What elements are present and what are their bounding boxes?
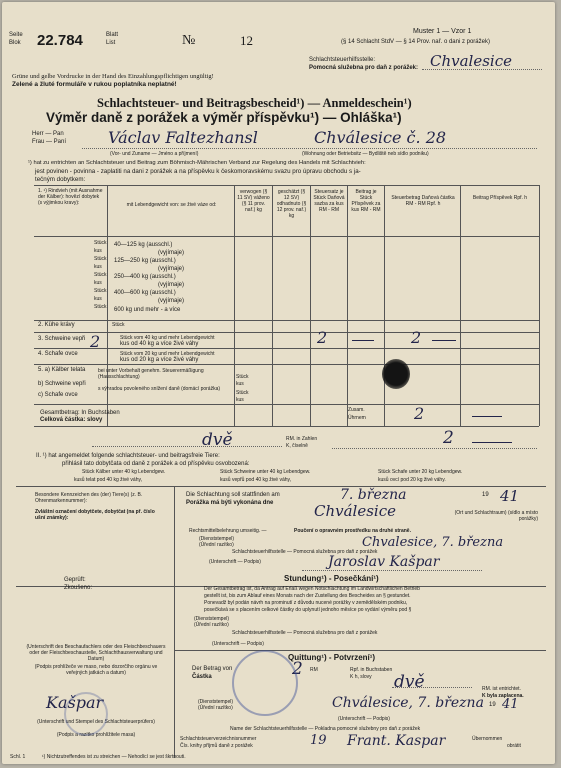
schaf-cz: kusů ovcí pod 20 kg živé váhy. <box>378 477 446 483</box>
amount-handwritten: 2 <box>292 659 303 679</box>
date-label-cz: Porážka má býti vykonána dne <box>186 500 274 506</box>
tax-rate-handwritten: 2 <box>317 328 328 347</box>
inspector-signature-handwritten: Kašpar <box>46 693 104 712</box>
table-bottom-rule <box>34 426 539 427</box>
table-col-rule <box>234 185 235 426</box>
weight-row: (vyjímaje) <box>158 250 185 256</box>
stuck-label: Stück <box>94 288 107 294</box>
stuck-label: Stück <box>94 256 107 262</box>
stundung-sign-caption: (Unterschrift — Podpis) <box>212 641 264 647</box>
kalb-cz: kusů telat pod 40 kg živé váhy, <box>74 477 143 483</box>
number-sign: № <box>182 33 196 48</box>
weight-row: 125—250 kg (ausschl.) <box>114 258 176 264</box>
frau-label: Frau — Paní <box>32 139 67 145</box>
title-cz: Výměr daně z porážek a výměr příspěvku¹) — Ohláška¹) <box>46 110 402 125</box>
form-number: 12 <box>240 33 253 48</box>
zusam-label: Zusam. <box>348 407 365 413</box>
col-steuer-header: Steuersatz je Stück Daňová sazba za kus RM - RM <box>313 189 345 213</box>
verzeichnis-number-handwritten: 19 <box>310 733 327 748</box>
celkova-label: Celková částka: slovy <box>40 417 103 423</box>
list-label: List <box>106 40 116 46</box>
sign-place-handwritten: Chvalesice, 7. března <box>362 535 504 550</box>
stuck-label: Stück <box>236 374 249 380</box>
kus-label: kus <box>94 296 102 302</box>
title-de: Schlachtsteuer- und Beitragsbescheid¹) — Anmeldeschein¹) <box>97 96 412 110</box>
office-underline <box>422 69 542 70</box>
section2-head-de: II. ¹) hat angemeldet folgende schlachtsteuer- und beitragsfreie Tiere: <box>36 453 220 459</box>
dash-mark <box>432 340 456 341</box>
row-calves: 5. a) Kälber telata <box>38 367 86 373</box>
ubernommen-label: Übernommen <box>472 736 503 742</box>
table-col-rule <box>460 185 461 426</box>
table-row-rule <box>34 364 539 365</box>
table-col-rule <box>310 185 311 426</box>
residence-handwritten: Chválesice č. 28 <box>314 128 447 147</box>
quittung-title: Quittung¹) - Potvrzení¹) <box>288 653 376 662</box>
weight-row: (vyjímaje) <box>158 282 185 288</box>
office-name-handwritten: Chvalesice <box>430 52 513 70</box>
gesamt-label: Gesamtbetrag: In Buchstaben <box>40 410 120 416</box>
stundung-text-2: gestellt ist, bis zum Ablauf eines Monats nach der Zustellung des Bescheides an § gestundet. <box>204 593 411 599</box>
dash-mark <box>472 442 512 443</box>
k-ciselne: K, číselně <box>286 443 308 449</box>
office-label-de: Schlachtsteuerhilfsstelle: <box>309 57 376 63</box>
section-rule <box>16 486 546 487</box>
schwein-cz: kusů vepřů pod 40 kg živé váhy, <box>220 477 292 483</box>
receiver-signature-handwritten: Frant. Kaspar <box>347 733 446 749</box>
rpf-label: Rpf. in Buchstaben <box>350 667 393 673</box>
section-rule <box>174 650 546 651</box>
instruction-de: Grüne und gelbe Vordrucke in der Hand des Einzahlungspflichtigen ungültig! <box>12 73 214 80</box>
row-pigs-b: b) Schweine vepři <box>38 381 86 387</box>
kus-label: kus <box>94 280 102 286</box>
ink-blot <box>382 359 410 389</box>
receipt-place-date-handwritten: Chválesice, 7. března <box>332 695 484 711</box>
table-col-rule <box>272 185 273 426</box>
verzeichnis-de: Schlachtsteuerverzeichnisnummer <box>180 736 257 742</box>
stundung-office-line: Schlachtsteuerhilfsstelle — Pomocná služebna pro daň z porážek <box>232 630 378 636</box>
k-slovy-label: K h, slovy <box>350 674 372 680</box>
zkouseno-label: Zkoušeno: <box>64 585 93 591</box>
weight-row: (vyjímaje) <box>158 298 185 304</box>
total-tax-handwritten: 2 <box>414 404 425 423</box>
intro-line-2: jest povinen - povinna - zaplatiti na dani z porážek a na příspěvku k českomoravskému svazu pro úpravu obchodu s ja- <box>35 168 361 175</box>
col-verwogen-header: verwogen (§ 11 SV) váženo (§ 11 prov. nař.) kg <box>237 189 270 213</box>
kus-label: kus <box>94 264 102 270</box>
weight-row: 40—125 kg (ausschl.) <box>114 242 173 248</box>
entrichtet-de: RM. ist entrichtet. <box>482 686 521 692</box>
weight-row: 250—400 kg (ausschl.) <box>114 274 176 280</box>
weight-row: (vyjímaje) <box>158 266 185 272</box>
table-col-rule <box>539 185 540 426</box>
office-label-cz: Pomocná služebna pro daň z porážek: <box>309 65 419 71</box>
total-words-underline <box>92 446 282 447</box>
dash-mark <box>352 340 374 341</box>
herr-label: Herr — Pan <box>32 131 64 137</box>
left-caption-4: (Podpis a razítko prohlížitele masa) <box>56 732 136 738</box>
left-caption-3: (Unterschrift und Stempel des Schlachtsteuerprüfers) <box>37 719 155 725</box>
date-label-de: Die Schlachtung soll stattfinden am <box>186 492 280 498</box>
stuck-label: Stück <box>94 304 107 310</box>
rechtsmittel-de: Rechtsmittelbelehrung umseitig. — <box>189 528 267 534</box>
receipt-year-handwritten: 41 <box>502 697 519 712</box>
sign-caption: (Unterschrift — Podpis) <box>209 559 261 565</box>
quittung-stamp-caption: (Dienststempel) (Úřední razítko) <box>198 699 234 711</box>
official-stamp <box>64 692 108 736</box>
row5-text-de: bei unter Vorbehalt genehm. Steuerermäßigung (Hausschlachtung) <box>98 368 204 380</box>
left-caption-1: (Unterschrift des Beschaufachlers oder des Fleischbeschauers oder der Fleischbeschaustelle, Schlachthausverwaltung und Datum) <box>26 644 166 662</box>
row-sheep-text-cz: kus od 20 kg a více živé váhy <box>120 357 199 363</box>
stundung-text-1: Der Gesamtbetrag ist, da Antrag auf Erlaß wegen Notschlachtung im Landwirtschaftlichen Betrieb <box>204 586 420 592</box>
total-words-handwritten: dvě <box>202 430 233 450</box>
obratit-label: obrátit <box>507 743 521 749</box>
entrichtet-cz: K byla zaplacena. <box>482 693 524 699</box>
row-sheep: 4. Schafe ovce <box>38 351 78 357</box>
total-num-handwritten: 2 <box>443 428 454 448</box>
schwein-de: Stück Schweine unter 40 kg Lebendgew. <box>220 469 311 475</box>
verzeichnis-cz: Čís. knihy příjmů daně z porážek <box>180 743 253 749</box>
signature-underline <box>302 570 482 571</box>
stuck-label: Stück <box>94 272 107 278</box>
weight-row: 400—600 kg (ausschl.) <box>114 290 176 296</box>
person-underline <box>82 148 537 149</box>
total-num-underline <box>332 448 537 449</box>
table-col-rule <box>384 185 385 426</box>
office-name-line: Name der Schlachtsteuerhilfsstelle — Pokladna pomocné služebny pro daň z porážek <box>230 726 421 732</box>
weight-row: 600 kg und mehr - a více <box>114 307 181 313</box>
date-handwritten: 7. března <box>340 487 407 503</box>
stundung-title: Stundung¹) - Posečkání¹) <box>284 574 379 583</box>
stamp-caption: (Dienststempel) (Úřední razítko) <box>199 536 235 548</box>
rm-in-zahlen: RM. in Zahlen <box>286 436 318 442</box>
col-geschaetzt-header: geschätzt (§ 12 SV) odhadnuto (§ 12 prov. nař.) kg <box>276 189 307 219</box>
table-top-rule <box>34 185 539 186</box>
serial-number: 22.784 <box>37 32 83 49</box>
kus-label: kus <box>236 381 244 387</box>
blatt-label: Blatt <box>106 32 119 38</box>
signature-handwritten: Jaroslav Kašpar <box>328 554 440 570</box>
row-sheep-text-de: Stück vom 20 kg und mehr Lebendgewicht <box>120 351 215 357</box>
schaf-de: Stück Schafe unter 20 kg Lebendgew. <box>378 469 463 475</box>
table-header-rule <box>34 236 539 237</box>
row5-text-cz: s výhradou povoleného snížení daně (domácí porážka) <box>98 386 221 392</box>
stuck-label: Stück <box>94 240 107 246</box>
place-handwritten: Chválesice <box>314 502 397 520</box>
rm-label: RM <box>310 667 318 673</box>
footer-form-code: Schl. 1 <box>10 754 26 760</box>
law-reference: (§ 14 Schlacht StdV — § 14 Prov. nař. o dani z porážek) <box>341 39 490 45</box>
rechtsmittel-cz: Poučení o opravném prostředku na druhé straně. <box>294 528 411 534</box>
gepruft-label: Geprüft: <box>64 577 86 583</box>
column-divider <box>174 586 175 758</box>
row-pigs-text-cz: kus od 40 kg a více živé váhy <box>120 341 199 347</box>
stundung-text-3: Ponevadž byl podán návrh na prominutí z důvodu nucené porážky v zemědělském podniku, <box>204 600 408 606</box>
footer-note: ¹) Nichtzutreffendes ist zu streichen — Nehodící se jest škrtnouti. <box>42 754 186 760</box>
name-caption: (Vor- und Zuname — Jméno a příjmení) <box>110 151 199 157</box>
col-beitrag2-header: Beitrag Příspěvek Rpf. h <box>472 195 528 201</box>
dash-mark <box>472 416 502 417</box>
table-row-rule <box>34 404 539 405</box>
stundung-text-4: posečkává se s placením celkové částky do uplynutí jednoho měsíce po vydání výměru pod § <box>204 607 412 613</box>
taxpayer-name-handwritten: Václav Faltezhansl <box>108 128 258 147</box>
col-beitrag-header: Beitrag je Stück Příspěvek za kus RM - RM <box>351 189 381 213</box>
intro-line-1: ¹) hat zu entrichten an Schlachtsteuer und Beitrag zum Böhmisch-Mährischen Verband zur Regelung des Handels mit Schlachtvieh: <box>28 160 366 166</box>
left-caption-2: (Podpis prohlížeče ve maso, nebo dozorčího orgánu ve veřejných jatkách a datum) <box>34 664 158 676</box>
col-steuerbetrag-header: Steuerbetrag Daňová částka RM - RM Rpf. h <box>391 195 455 207</box>
row-sheep-c: c) Schafe ovce <box>38 392 78 398</box>
kus-label: kus <box>236 397 244 403</box>
stundung-stamp-caption: (Dienststempel) (Úřední razítko) <box>194 616 230 628</box>
seite-label: Seite <box>9 32 23 38</box>
year-handwritten: 41 <box>500 487 520 505</box>
marks-label-de: Besondere Kennzeichen des (der) Tiere(s) (z. B. Ohrenmarkennummer): <box>35 492 143 504</box>
blok-label: Blok <box>9 40 21 46</box>
official-stamp <box>232 650 298 716</box>
receipt-year-prefix: 19 <box>489 702 496 708</box>
table-row-rule <box>34 348 539 349</box>
section2-head-cz: přihlásil tato dobytčata od daně z porážek a od příspěvku osvobozená: <box>62 461 250 467</box>
row-pigs: 3. Schweine vepři <box>38 336 86 342</box>
tax-form-sheet <box>2 2 555 764</box>
row-cows: 2. Kühe krávy <box>38 322 75 328</box>
amount-words-handwritten: dvě <box>394 672 425 692</box>
instruction-cz: Zelené a žluté formuláře v rukou poplatníka neplatné! <box>12 81 177 88</box>
col-weight-header: mit Lebendgewicht von: se živé váze od: <box>126 202 217 208</box>
place-caption: (Ort und Schlachtraum) (sídlo a místo porážky) <box>454 510 538 522</box>
table-row-rule <box>34 320 539 321</box>
col-animal-header: 1. ¹) Rindvieh (mit Ausnahme der Kälber): hovězí dobytek (s výjimkou kravy): <box>38 188 103 206</box>
stuck-label: Stück <box>112 322 125 328</box>
intro-line-3: tečným dobytkem: <box>35 176 86 183</box>
column-divider <box>174 486 175 586</box>
table-row-rule <box>34 332 539 333</box>
office-line: Schlachtsteuerhilfsstelle — Pomocná služebna pro daň z porážek <box>232 549 378 555</box>
marks-label-cz: Zvláštní označení dobytčete, dobytčat (na př. číslo ušní známky): <box>35 509 155 521</box>
stuck-label: Stück <box>236 390 249 396</box>
betrag-label-de: Der Betrag von <box>192 666 233 672</box>
uhrnem-label: Úhrnem <box>348 415 366 421</box>
quittung-sign-caption: (Unterschrift — Podpis) <box>338 716 390 722</box>
table-col-rule <box>347 185 348 426</box>
year-prefix: 19 <box>482 492 489 498</box>
row-pigs-text-de: Stück vom 40 kg und mehr Lebendgewicht <box>120 335 215 341</box>
residence-caption: (Wohnung oder Betriebsitz — Bydliště neb sídlo podniku) <box>302 151 429 157</box>
kus-label: kus <box>94 248 102 254</box>
amount-words-underline <box>392 687 472 688</box>
muster-label: Muster 1 — Vzor 1 <box>413 28 472 35</box>
contrib-rate-handwritten: 2 <box>411 328 422 347</box>
pig-count-handwritten: 2 <box>90 332 101 351</box>
kalb-de: Stück Kälber unter 40 kg Lebendgew. <box>82 469 166 475</box>
betrag-label-cz: Částka <box>192 674 212 680</box>
